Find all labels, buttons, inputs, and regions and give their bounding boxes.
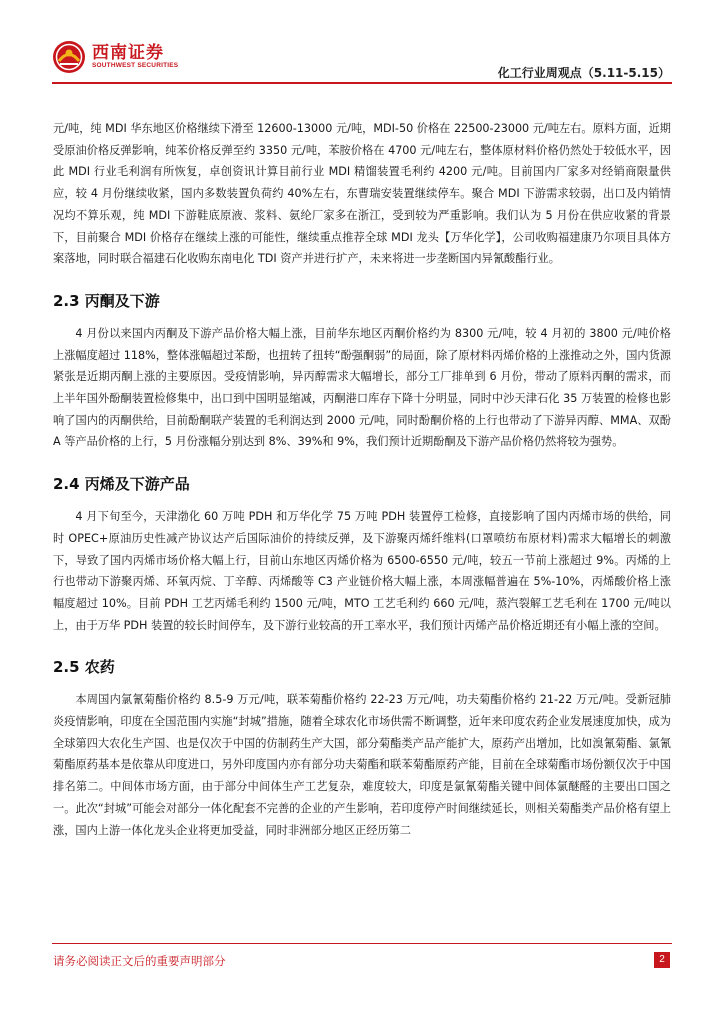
mdi-paragraph: 元/吨，纯 MDI 华东地区价格继续下滑至 12600-13000 元/吨，MDI-50 价格在 22500-23000 元/吨左右。原料方面，近期受原油价格反弹影响，纯苯价格反弹至约 3350 元/吨，苯胺价格在 4700 元/吨左右，整体原材料价格仍然处于较低水平，因此 MDI 行业毛利润有所恢复，卓创资讯计算目前行业 MDI 精馏装置毛利约 4200 元/吨。目前国内厂家多对经销商限量供应，较 4 月份继续收紧，国内多数装置负荷约 40%左右，东曹瑞安装置继续停车。聚合 MDI 下游需求较弱，出口及内销情况均不算乐观，纯 MDI 下游鞋底原液、浆料、氨纶厂家多在浙江，受到较为严重影响。我们认为 5 月份在供应收紧的背景下，目前聚合 MDI 价格存在继续上涨的可能性，继续重点推荐全球 MDI 龙头【万华化学】，公司收购福建康乃尔项目具体方案落地，同时联合福建石化收购东南电化 TDI 资产并进行扩产，未来将进一步垄断国内异氰酸酯行业。 xyxy=(53,122,671,266)
footer-divider xyxy=(52,943,672,944)
logo-english-name: SOUTHWEST SECURITIES xyxy=(92,62,179,69)
section-heading-pesticide: 2.5 农药 xyxy=(53,658,115,677)
section-heading-propylene: 2.4 丙烯及下游产品 xyxy=(53,475,190,494)
propylene-paragraph: 4 月下旬至今，天津渤化 60 万吨 PDH 和万华化学 75 万吨 PDH 装置停工检修，直接影响了国内丙烯市场的供给，同时 OPEC+原油历史性减产协议达产后国际油价的持续反弹，及下游聚丙烯纤维料(口罩喷纺布原材料)需求大幅增长的刺激下，导致了国内丙烯市场价格大幅上行，目前山东地区丙烯价格为 6500-6550 元/吨，较五一节前上涨超过 9%。丙烯的上行也带动下游聚丙烯、环氧丙烷、丁辛醇、丙烯酸等 C3 产业链价格大幅上涨，本周涨幅普遍在 5%-10%，丙烯酸价格上涨幅度超过 10%。目前 PDH 工艺丙烯毛利约 1500 元/吨，MTO 工艺毛利约 660 元/吨，蒸汽裂解工艺毛利在 1700 元/吨以上，由于万华 PDH 装置的较长时间停车，及下游行业较高的开工率水平，我们预计丙烯产品价格近期还有小幅上涨的空间。 xyxy=(53,510,671,632)
document-body xyxy=(53,118,671,841)
pesticide-paragraph: 本周国内氯氰菊酯价格约 8.5-9 万元/吨，联苯菊酯价格约 22-23 万元/吨，功夫菊酯价格约 21-22 万元/吨。受新冠肺炎疫情影响，印度在全国范围内实施“封城”措施，随着全球农化市场供需不断调整，近年来印度农药企业发展速度加快，成为全球第四大农化生产国、也是仅次于中国的仿制药生产大国，部分菊酯类产品产能扩大，原药产出增加，比如溴氰菊酯、氯氰菊酯原药基本是依靠从印度进口，另外印度国内亦有部分功夫菊酯和联苯菊酯原药产能，目前在全球菊酯市场份额仅次于中国排名第二。中间体市场方面，由于部分中间体生产工艺复杂，难度较大，印度是氯氰菊酯关键中间体氯醚醛的主要出口国之一。此次“封城”可能会对部分一体化配套不完善的企业的产生影响，若印度停产时间继续延长，则相关菊酯类产品价格有望上涨，国内上游一体化龙头企业将更加受益，同时非洲部分地区正经历第二 xyxy=(53,693,671,837)
company-logo xyxy=(52,40,178,74)
page-header xyxy=(0,0,724,90)
logo-chinese-name: 西南证券 xyxy=(92,43,164,63)
southwest-securities-logo-icon xyxy=(52,40,86,74)
section-heading-acetone: 2.3 丙酮及下游 xyxy=(53,291,160,310)
acetone-paragraph: 4 月份以来国内丙酮及下游产品价格大幅上涨，目前华东地区丙酮价格约为 8300 元/吨，较 4 月初的 3800 元/吨价格上涨幅度超过 118%，整体涨幅超过苯酚，也扭转了扭转“酚强酮弱”的局面，除了原材料丙烯价格的上涨推动之外，国内货源紧张是近期丙酮上涨的主要原因。受疫情影响，异丙醇需求大幅增长，部分工厂排单到 6 月份，带动了原料丙酮的需求，而上半年国外酚酮装置检修集中，出口到中国明显缩减，丙酮港口库存下降十分明显，同时中沙天津石化 35 万装置的检修也影响了国内的丙酮供给，目前酚酮联产装置的毛利润达到 2000 元/吨，同时酚酮价格的上行也带动了下游异丙醇、MMA、双酚 A 等产品价格的上行，5 月份涨幅分别达到 8%、39%和 9%，我们预计近期酚酮及下游产品价格仍然将较为强势。 xyxy=(53,326,671,449)
footer-disclaimer: 请务必阅读正文后的重要声明部分 xyxy=(53,954,226,968)
report-title: 化工行业周观点（5.11-5.15） xyxy=(497,66,670,80)
page-number-badge: 2 xyxy=(654,952,670,968)
header-divider xyxy=(52,82,672,84)
